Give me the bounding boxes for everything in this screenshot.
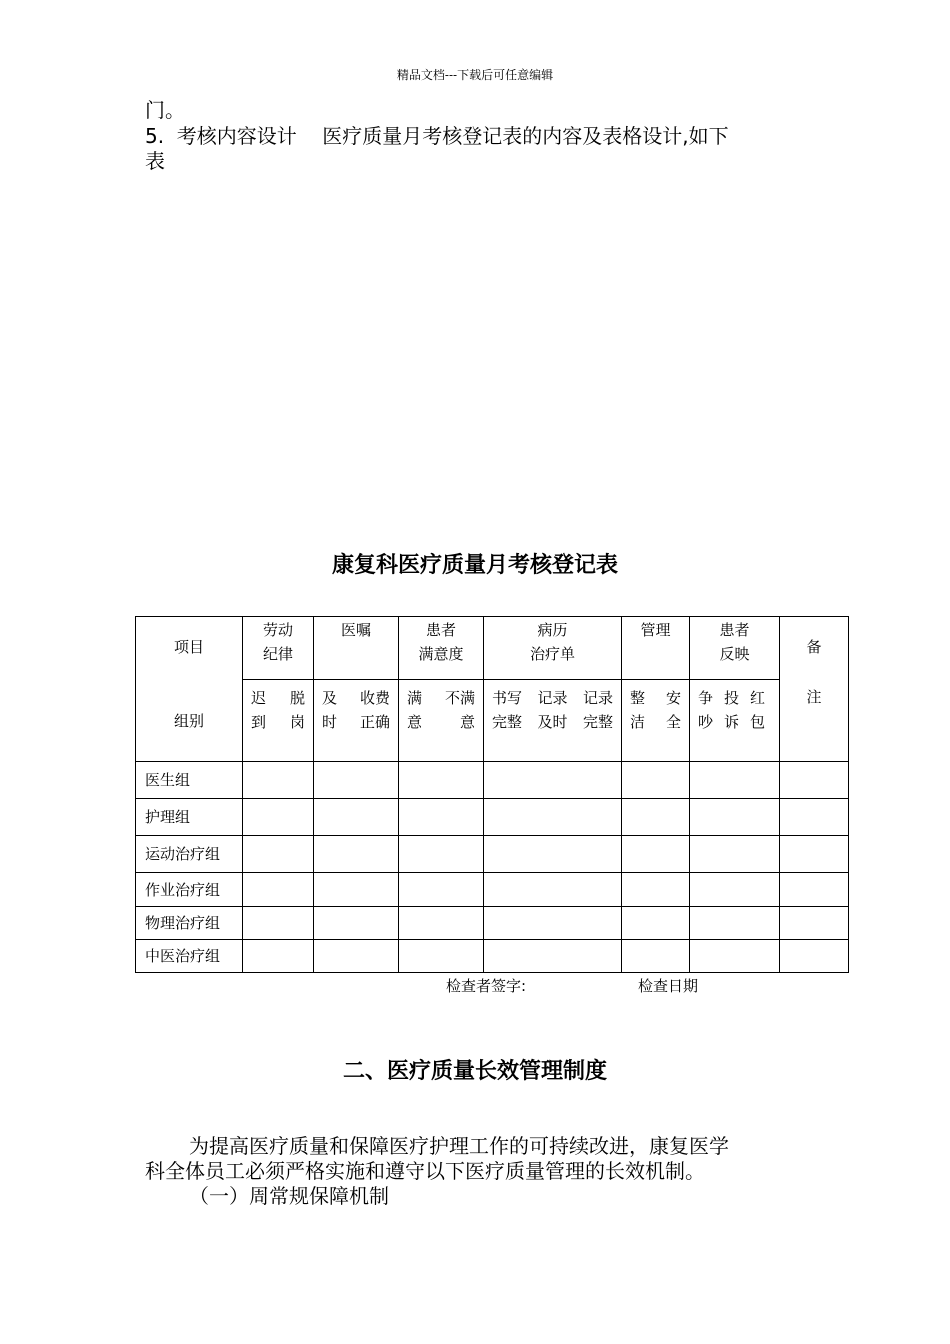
table-row — [136, 836, 849, 873]
header-management: 管理 — [622, 617, 690, 680]
inspector-signature-label: 检查者签字: — [446, 977, 527, 995]
header-labor-discipline: 劳动 纪律 — [243, 617, 314, 680]
table-row — [136, 799, 849, 836]
row-label: 医生组 — [136, 762, 243, 799]
header-patient-satisfaction: 患者 满意度 — [399, 617, 484, 680]
table-row — [136, 907, 849, 940]
sub-medical-orders: 及 收费 时 正确 — [314, 680, 399, 762]
row-label: 运动治疗组 — [136, 836, 243, 873]
sub-patient-satisfaction: 满 不满 意 意 — [399, 680, 484, 762]
row-label: 护理组 — [136, 799, 243, 836]
row-label: 物理治疗组 — [136, 907, 243, 940]
sub-medical-records: 书写 记录 记录 完整 及时 完整 — [484, 680, 622, 762]
sub-heading: （一）周常规保障机制 — [189, 1184, 389, 1208]
table-row — [136, 873, 849, 907]
corner-cell — [136, 617, 243, 762]
header-row-top — [136, 617, 849, 680]
header-medical-orders: 医嘱 — [314, 617, 399, 680]
body-para-line-2: 科全体员工必须严格实施和遵守以下医疗质量管理的长效机制。 — [145, 1159, 705, 1183]
assessment-table — [135, 616, 849, 973]
table-title: 康复科医疗质量月考核登记表 — [331, 553, 618, 578]
corner-bottom-label: 组别 — [173, 712, 204, 730]
table-row — [136, 762, 849, 799]
sub-management: 整 安 洁 全 — [622, 680, 690, 762]
page-header: 精品文档---下载后可任意编辑 — [396, 68, 554, 82]
intro-line-1: 门。 — [145, 98, 185, 122]
body-para-line-1: 为提高医疗质量和保障医疗护理工作的可持续改进，康复医学 — [189, 1134, 729, 1158]
row-label: 中医治疗组 — [136, 940, 243, 973]
sub-labor-discipline: 迟 脱 到 岗 — [243, 680, 314, 762]
header-medical-records: 病历 治疗单 — [484, 617, 622, 680]
remark-top-label: 备 — [806, 638, 822, 656]
intro-line-3: 表 — [145, 149, 165, 173]
section-title: 二、医疗质量长效管理制度 — [342, 1059, 607, 1084]
row-label: 作业治疗组 — [136, 873, 243, 907]
inspection-date-label: 检查日期 — [638, 977, 699, 995]
remark-bottom-label: 注 — [806, 688, 822, 706]
corner-top-label: 项目 — [173, 638, 204, 656]
sub-patient-feedback: 争 投 红 吵 诉 包 — [690, 680, 780, 762]
intro-line-2: 5. 考核内容设计 医疗质量月考核登记表的内容及表格设计,如下 — [145, 124, 729, 148]
table-row — [136, 940, 849, 973]
header-patient-feedback: 患者 反映 — [690, 617, 780, 680]
remark-cell — [780, 617, 849, 762]
